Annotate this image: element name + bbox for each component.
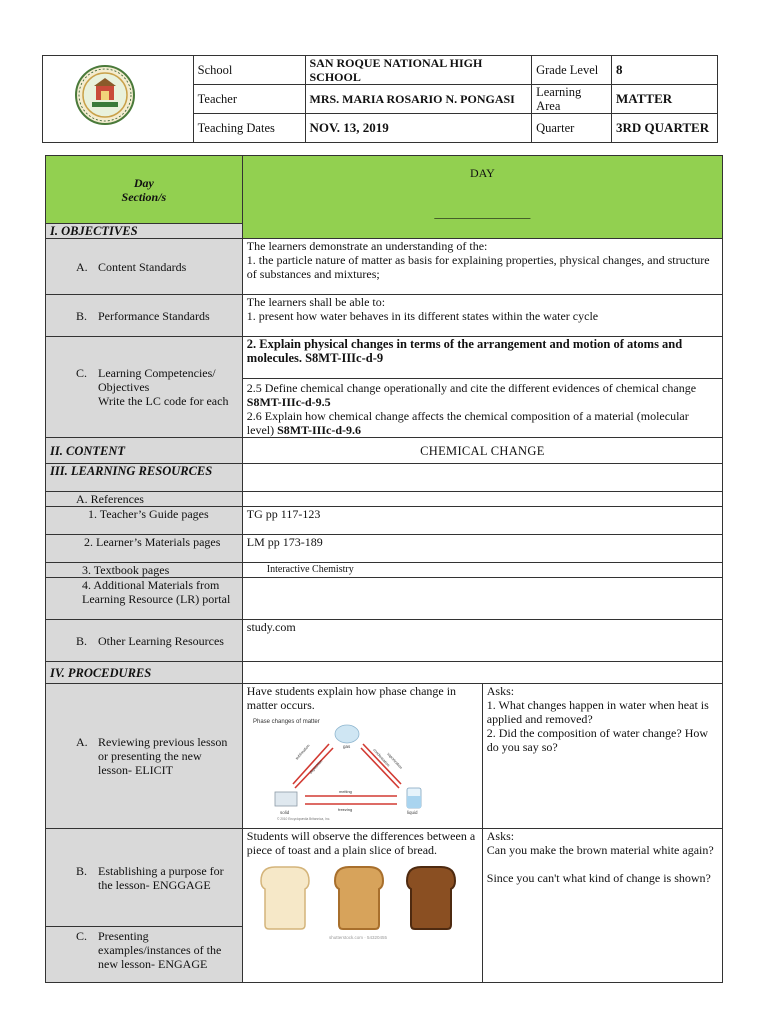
elicit-key: A. bbox=[76, 735, 88, 749]
bread-image-credit: shutterstock.com · 54320455 bbox=[328, 935, 387, 940]
grade-value: 8 bbox=[612, 56, 718, 85]
bread-toast-image bbox=[247, 859, 477, 941]
dates-label: Teaching Dates bbox=[193, 114, 305, 143]
content-standards-value bbox=[242, 239, 722, 295]
content-value: CHEMICAL CHANGE bbox=[242, 438, 722, 464]
competency-sub bbox=[242, 379, 722, 438]
content-heading: II. CONTENT bbox=[46, 438, 243, 464]
day-banner bbox=[242, 156, 722, 239]
quarter-label: Quarter bbox=[532, 114, 612, 143]
references-label: A. References bbox=[46, 492, 243, 507]
additional-materials-value bbox=[242, 578, 722, 620]
performance-standards-value bbox=[242, 295, 722, 337]
competencies-label: Learning Competencies/ Objectives bbox=[98, 366, 216, 394]
gas-label: gas bbox=[342, 744, 351, 749]
elicit-activity-cell bbox=[242, 684, 482, 829]
dates-value: NOV. 13, 2019 bbox=[305, 114, 532, 143]
deposition-label: deposition bbox=[308, 759, 324, 775]
area-label: Learning Area bbox=[532, 85, 612, 114]
competencies-key: C. bbox=[76, 366, 88, 380]
performance-standards-intro: The learners shall be able to: bbox=[246, 295, 386, 309]
teachers-guide-value: TG pp 117-123 bbox=[242, 507, 722, 535]
condensation-label: condensation bbox=[372, 747, 391, 768]
engage-asks-1: Can you make the brown material white again? bbox=[486, 843, 714, 857]
melting-label: melting bbox=[338, 789, 352, 794]
school-value: SAN ROQUE NATIONAL HIGH SCHOOL bbox=[305, 56, 532, 85]
solid-label: solid bbox=[279, 810, 290, 815]
textbook-label: 3. Textbook pages bbox=[46, 563, 243, 578]
diagram-title: Phase changes of matter bbox=[252, 719, 320, 725]
elicit-label: Reviewing previous lesson or presenting the new lesson- ELICIT bbox=[98, 735, 228, 777]
liquid-label: liquid bbox=[406, 810, 418, 815]
engage-asks-title: Asks: bbox=[486, 829, 515, 843]
resources-heading: III. LEARNING RESOURCES bbox=[46, 464, 243, 492]
procedures-heading: IV. PROCEDURES bbox=[46, 662, 243, 684]
day-section-cell bbox=[46, 156, 243, 224]
competency-2-5: 2.5 Define chemical change operationally and cite the different evidences of chemical change bbox=[246, 381, 697, 395]
lesson-plan-table bbox=[45, 155, 723, 983]
content-standards-item: 1. the particle nature of matter as basis for explaining properties, physical changes, and structure of substances and mixtures; bbox=[246, 253, 710, 281]
diagram-credit: © 2010 Encyclopædia Britannica, Inc. bbox=[276, 817, 330, 821]
header-table bbox=[42, 55, 718, 143]
teacher-value: MRS. MARIA ROSARIO N. PONGASI bbox=[305, 85, 532, 114]
elicit-asks-2: 2. Did the composition of water change? How do you say so? bbox=[486, 726, 709, 754]
day-heading: DAY bbox=[469, 166, 495, 180]
other-resources-value: study.com bbox=[242, 620, 722, 662]
vaporization-label: vaporization bbox=[386, 751, 403, 770]
performance-standards-item: 1. present how water behaves in its different states within the water cycle bbox=[246, 309, 599, 323]
engage-examples-key: C. bbox=[76, 929, 88, 943]
solid-icon bbox=[275, 792, 297, 806]
learners-materials-label: 2. Learner’s Materials pages bbox=[46, 535, 243, 563]
logo-cell bbox=[43, 56, 194, 143]
performance-standards-label-cell bbox=[46, 295, 243, 337]
other-resources-key: B. bbox=[76, 633, 88, 648]
day-blank-line: ________________ bbox=[434, 206, 531, 220]
procedures-heading-blank bbox=[242, 662, 722, 684]
resources-heading-blank bbox=[242, 464, 722, 492]
engage-asks-cell bbox=[482, 829, 722, 983]
elicit-label-cell bbox=[46, 684, 243, 829]
competencies-code-note: Write the LC code for each bbox=[98, 394, 229, 408]
references-blank bbox=[242, 492, 722, 507]
light-toast-icon bbox=[335, 867, 383, 929]
competency-2-5-code: S8MT-IIIc-d-9.5 bbox=[246, 395, 331, 409]
performance-standards-label: Performance Standards bbox=[98, 308, 210, 323]
phase-arrows bbox=[293, 744, 401, 804]
area-value: MATTER bbox=[612, 85, 718, 114]
content-standards-label-cell bbox=[46, 239, 243, 295]
competency-2-6: 2.6 Explain how chemical change affects the chemical composition of a material (molecular level) bbox=[246, 409, 689, 437]
additional-materials-label: 4. Additional Materials from Learning Resource (LR) portal bbox=[46, 578, 243, 620]
section-label: Section/s bbox=[121, 189, 167, 204]
other-resources-label-cell bbox=[46, 620, 243, 662]
elicit-asks-title: Asks: bbox=[486, 684, 515, 698]
teacher-label: Teacher bbox=[193, 85, 305, 114]
quarter-value: 3RD QUARTER bbox=[612, 114, 718, 143]
liquid-water bbox=[407, 796, 421, 808]
engage-purpose-label-cell bbox=[46, 829, 243, 927]
plain-bread-icon bbox=[261, 867, 309, 929]
content-standards-intro: The learners demonstrate an understanding of the: bbox=[246, 239, 488, 253]
content-standards-label: Content Standards bbox=[98, 259, 187, 274]
freezing-label: freezing bbox=[337, 807, 353, 812]
performance-standards-key: B. bbox=[76, 308, 88, 323]
engage-activity-text: Students will observe the differences between a piece of toast and a plain slice of bread. bbox=[246, 829, 476, 857]
competency-main: 2. Explain physical changes in terms of the arrangement and motion of atoms and molecules. S8MT-IIIc-d-9 bbox=[242, 337, 722, 379]
other-resources-label: Other Learning Resources bbox=[98, 633, 224, 648]
elicit-asks-1: 1. What changes happen in water when heat is applied and removed? bbox=[486, 698, 709, 726]
teachers-guide-label: 1. Teacher’s Guide pages bbox=[46, 507, 243, 535]
competencies-label-cell bbox=[46, 337, 243, 438]
learners-materials-value: LM pp 173-189 bbox=[242, 535, 722, 563]
engage-activity-cell bbox=[242, 829, 482, 983]
sublimation-label: sublimation bbox=[294, 743, 311, 761]
school-label: School bbox=[193, 56, 305, 85]
gas-icon bbox=[335, 725, 359, 743]
engage-examples-label-cell bbox=[46, 927, 243, 983]
grade-label: Grade Level bbox=[532, 56, 612, 85]
phase-change-diagram bbox=[247, 714, 447, 822]
elicit-activity-text: Have students explain how phase change in matter occurs. bbox=[246, 684, 457, 712]
textbook-value: Interactive Chemistry bbox=[242, 563, 722, 578]
engage-purpose-label: Establishing a purpose for the lesson- ENGGAGE bbox=[98, 863, 224, 892]
engage-purpose-key: B. bbox=[76, 863, 88, 878]
day-label-left: Day bbox=[133, 175, 154, 190]
burnt-toast-icon bbox=[407, 867, 455, 929]
objectives-heading: I. OBJECTIVES bbox=[46, 224, 243, 239]
content-standards-key: A. bbox=[76, 259, 88, 274]
engage-asks-2: Since you can't what kind of change is shown? bbox=[486, 871, 711, 885]
engage-examples-label: Presenting examples/instances of the new lesson- ENGAGE bbox=[98, 929, 222, 971]
competency-2-6-code: S8MT-IIIc-d-9.6 bbox=[277, 423, 362, 437]
elicit-asks-cell bbox=[482, 684, 722, 829]
